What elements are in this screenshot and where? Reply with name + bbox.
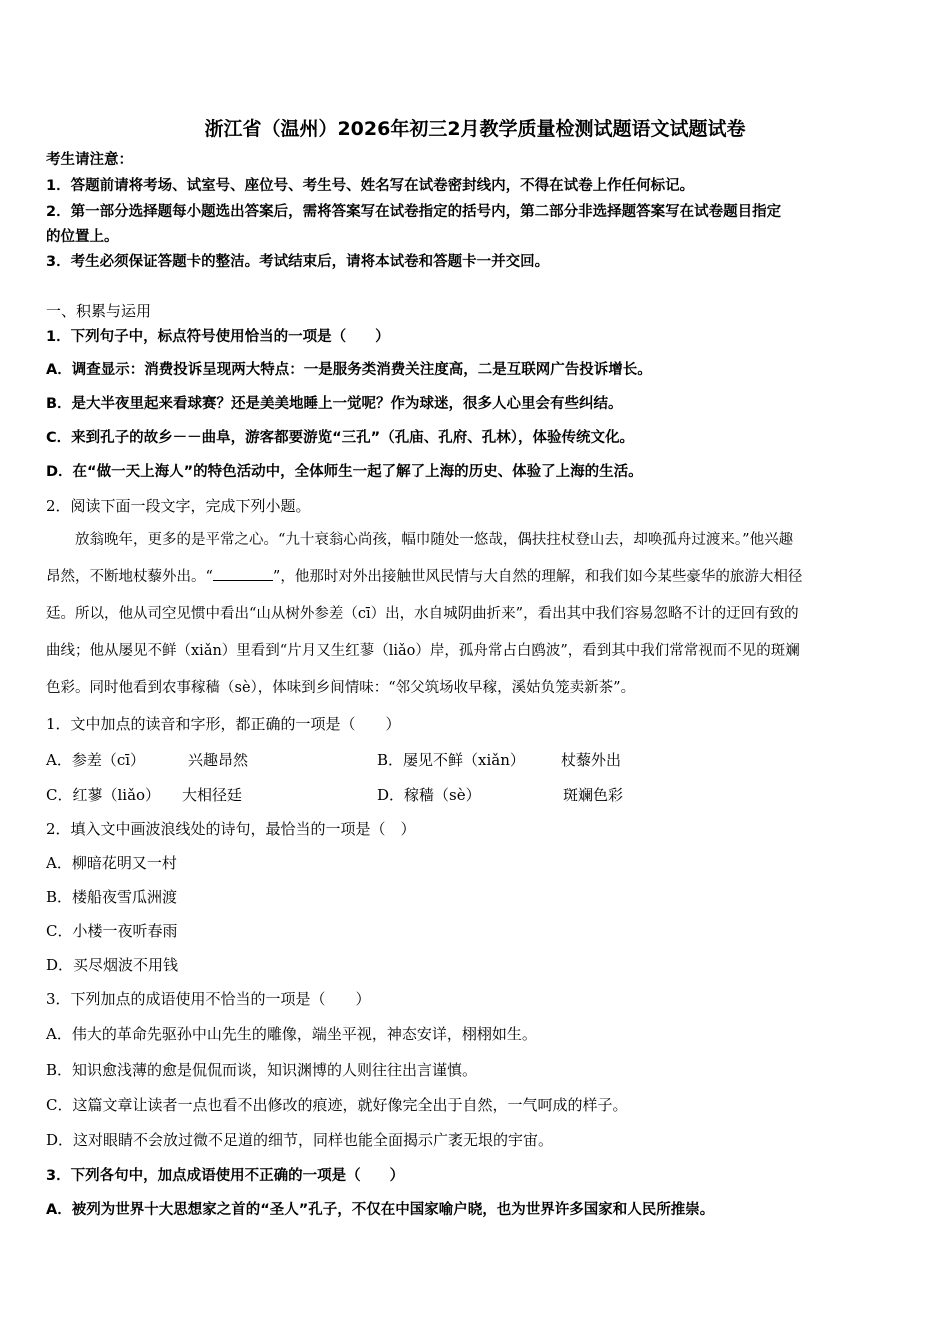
fill-blank [213, 566, 273, 581]
sub3-stem: 3．下列加点的成语使用不恰当的一项是（ ） [46, 990, 371, 1008]
q3-option-a: A．被列为世界十大思想家之首的“圣人”孔子，不仅在中国家喻户晓，也为世界许多国家和人民所推崇。 [46, 1202, 715, 1218]
passage-line-1: 放翁晚年，更多的是平常之心。“九十衰翁心尚孩，幅巾随处一悠哉，偶扶拄杖登山去，却唤孤舟过渡来。”他兴趣 [46, 532, 794, 548]
sub2-option-a: A．柳暗花明又一村 [46, 854, 177, 872]
notice-item-2-cont: 的位置上。 [46, 229, 119, 245]
passage-line-2 [46, 566, 802, 587]
exam-title: 浙江省（温州）2026年初三2月教学质量检测试题语文试题试卷 [204, 118, 746, 140]
sub1-option-b-word: 杖藜外出 [561, 751, 622, 769]
sub3-option-a: A．伟大的革命先驱孙中山先生的雕像，端坐平视，神态安详，栩栩如生。 [46, 1025, 537, 1043]
q3-stem: 3．下列各句中，加点成语使用不正确的一项是（ ） [46, 1168, 405, 1184]
notice-heading: 考生请注意： [46, 152, 133, 168]
passage-line-4: 曲线；他从屡见不鲜（xiǎn）里看到“片月又生红蓼（liǎo）岸，孤舟常占白鸥波”，看到其中我们常常视而不见的斑斓 [46, 643, 800, 659]
q1-option-b: B．是大半夜里起来看球赛？还是美美地睡上一觉呢？作为球迷，很多人心里会有些纠结。 [46, 396, 623, 412]
sub1-stem: 1．文中加点的读音和字形，都正确的一项是（ ） [46, 715, 401, 733]
q1-stem: 1．下列句子中，标点符号使用恰当的一项是（ ） [46, 329, 390, 345]
q1-option-c: C．来到孔子的故乡－－曲阜，游客都要游览“三孔”（孔庙、孔府、孔林），体验传统文化。 [46, 430, 634, 446]
section-heading: 一、积累与运用 [46, 302, 152, 320]
passage-line-5: 色彩。同时他看到农事稼穑（sè），体味到乡间情味：“邻父筑场收早稼，溪姑负笼卖新茶”。 [46, 680, 636, 696]
q2-stem: 2．阅读下面一段文字，完成下列小题。 [46, 497, 311, 515]
passage-line-2-start: 昂然，不断地杖藜外出。“ [46, 569, 213, 585]
sub1-option-a: A．参差（cī） [46, 751, 146, 769]
sub3-option-c: C．这篇文章让读者一点也看不出修改的痕迹，就好像完全出于自然，一气呵成的样子。 [46, 1096, 628, 1114]
sub2-option-b: B．楼船夜雪瓜洲渡 [46, 888, 178, 906]
sub1-option-b: B．屡见不鲜（xiǎn） [377, 751, 525, 769]
passage-line-2-end: ”，他那时对外出接触世风民情与大自然的理解，和我们如今某些豪华的旅游大相径 [272, 569, 803, 585]
sub1-option-c: C．红蓼（liǎo） [46, 786, 161, 804]
sub2-stem: 2．填入文中画波浪线处的诗句，最恰当的一项是（ ） [46, 820, 416, 838]
notice-item-1: 1．答题前请将考场、试室号、座位号、考生号、姓名写在试卷密封线内，不得在试卷上作任何标记。 [46, 178, 695, 194]
sub1-option-d-word: 斑斓色彩 [563, 786, 624, 804]
sub3-option-d: D．这对眼睛不会放过微不足道的细节，同样也能全面揭示广袤无垠的宇宙。 [46, 1131, 554, 1149]
sub1-option-c-word: 大相径廷 [182, 786, 243, 804]
passage-line-3: 廷。所以，他从司空见惯中看出“山从树外参差（cī）出，水自城阴曲折来”，看出其中我们容易忽略不计的迂回有致的 [46, 606, 799, 622]
sub2-option-d: D．买尽烟波不用钱 [46, 956, 179, 974]
notice-item-2: 2．第一部分选择题每小题选出答案后，需将答案写在试卷指定的括号内，第二部分非选择题答案写在试卷题目指定 [46, 204, 782, 220]
sub1-option-d: D．稼穑（sè） [377, 786, 481, 804]
q1-option-d: D．在“做一天上海人”的特色活动中，全体师生一起了解了上海的历史、体验了上海的生活。 [46, 464, 643, 480]
sub3-option-b: B．知识愈浅薄的愈是侃侃而谈，知识渊博的人则往往出言谨慎。 [46, 1061, 478, 1079]
notice-item-3: 3．考生必须保证答题卡的整洁。考试结束后，请将本试卷和答题卡一并交回。 [46, 254, 550, 270]
sub1-option-a-word: 兴趣昂然 [188, 751, 249, 769]
sub2-option-c: C．小楼一夜听春雨 [46, 922, 178, 940]
q1-option-a: A．调查显示：消费投诉呈现两大特点：一是服务类消费关注度高，二是互联网广告投诉增长。 [46, 362, 652, 378]
